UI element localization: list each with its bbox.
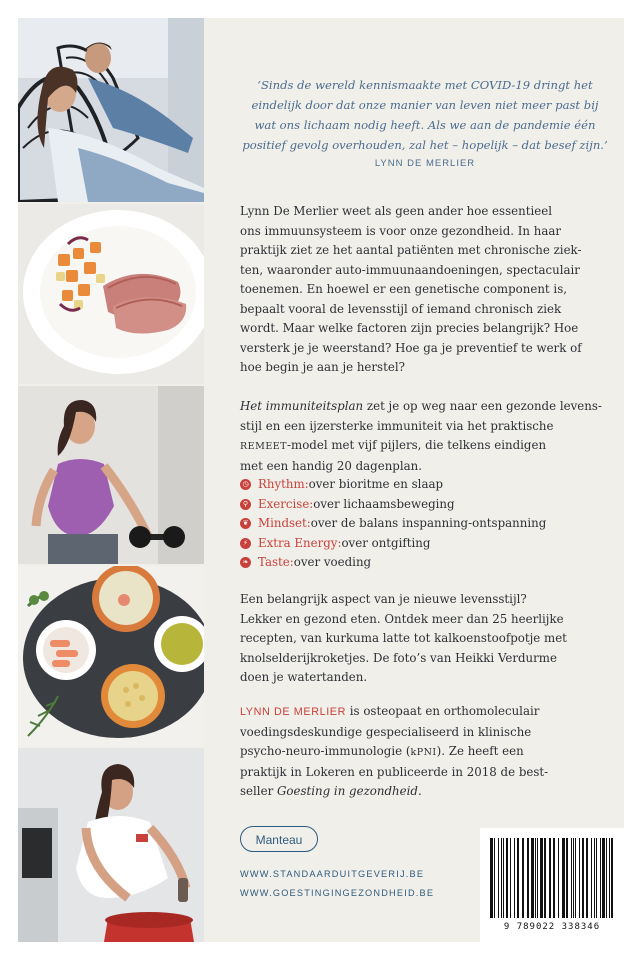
- bio-text: is osteopaat en orthomoleculair: [346, 704, 540, 718]
- barcode-bar: [527, 838, 529, 918]
- bio-text: ). Ze heeft een: [436, 744, 524, 758]
- barcode-bar: [510, 838, 511, 918]
- barcode-bar: [594, 838, 595, 918]
- barcode-bar: [503, 838, 504, 918]
- bio-paragraph: [240, 702, 610, 802]
- bio-line: [240, 742, 610, 763]
- photo-food-bowls: [18, 566, 204, 746]
- plan-text: zet je op weg naar een gezonde levens-: [363, 399, 602, 413]
- recipes-paragraph: [240, 590, 610, 688]
- barcode-bar: [579, 838, 580, 918]
- quote-line: wat ons lichaam nodig heeft. Als we aan de pandemie één: [254, 118, 596, 132]
- quote-line: positief gevolg overhouden, zal het – hopelijk – dat besef zijn.’: [242, 138, 608, 152]
- kpni-abbr: kPNI: [410, 747, 437, 758]
- intro-line: Lynn De Merlier weet als geen ander hoe essentieel: [240, 204, 552, 218]
- intro-line: wordt. Maar welke factoren zijn precies belangrijk? Hoe: [240, 321, 579, 335]
- pillar-desc: over voeding: [293, 555, 372, 569]
- intro-line: ten, waaronder auto-immuunaandoeningen, spectaculair: [240, 262, 580, 277]
- barcode-bar: [600, 838, 601, 918]
- barcode-bar: [535, 838, 536, 918]
- barcode-bar: [553, 838, 555, 918]
- barcode-bar: [562, 838, 565, 918]
- barcode-bar: [540, 838, 543, 918]
- barcode-bar: [501, 838, 502, 918]
- pillar-item: [240, 475, 610, 495]
- pillar-desc: over bioritme en slaap: [308, 477, 444, 491]
- recipes-line: Een belangrijk aspect van je nieuwe levensstijl?: [240, 592, 527, 606]
- barcode-bar: [596, 838, 597, 918]
- barcode-bar: [573, 838, 574, 918]
- barcode-bar: [591, 838, 592, 918]
- plan-line: stijl en een ijzersterke immuniteit via het praktische: [240, 418, 554, 433]
- pillar-item: [240, 553, 610, 573]
- plan-line: met een handig 20 dagenplan.: [240, 458, 423, 473]
- isbn-number: 9 789022 338346: [503, 922, 601, 932]
- barcode-bar: [582, 838, 584, 918]
- intro-line: toenemen. En hoewel er een genetische component is,: [240, 282, 568, 296]
- intro-line: hoe begin je aan je herstel?: [240, 360, 405, 374]
- quote-line: ‘Sinds de wereld kennismaakte met COVID-19 dringt het: [257, 78, 593, 92]
- intro-line: ons immuunsysteem is voor onze gezondheid. In haar: [240, 223, 562, 238]
- barcode-bar: [514, 838, 515, 918]
- plan-text: -model met vijf pijlers, die telkens eindigen: [287, 438, 547, 452]
- photo-turkey-dish: [18, 204, 204, 384]
- pillar-item: [240, 514, 610, 534]
- pillar-name: Rhythm:: [258, 477, 309, 491]
- barcode-bar: [611, 838, 613, 918]
- brain-icon: ❦: [240, 518, 251, 529]
- intro-line: praktijk ziet ze het aantal patiënten met chronische ziek-: [240, 243, 582, 257]
- back-cover: [18, 18, 624, 942]
- plan-line: [240, 436, 610, 457]
- barcode: [480, 828, 624, 942]
- publisher-url[interactable]: WWW.STANDAARDUITGEVERIJ.BE: [240, 869, 425, 879]
- barcode-bar: [517, 838, 519, 918]
- publisher-logo: Manteau: [240, 826, 318, 852]
- book-title: Het immuniteitsplan: [240, 399, 364, 413]
- author-name: LYNN DE MERLIER: [240, 706, 346, 718]
- recipes-line: doen je watertanden.: [240, 670, 368, 684]
- barcode-bar: [522, 838, 524, 918]
- recipes-line: recepten, van kurkuma latte tot kalkoenstoofpotje met: [240, 631, 567, 645]
- barcode-bar: [490, 838, 493, 918]
- pillar-desc: over ontgifting: [341, 535, 431, 550]
- barcode-bar: [537, 838, 538, 918]
- quote-author: LYNN DE MERLIER: [374, 158, 476, 169]
- model-name: REMEET: [240, 441, 288, 452]
- barcode-bar: [566, 838, 568, 918]
- barcode-bar: [506, 838, 508, 918]
- barcode-bars: [490, 838, 614, 918]
- pillar-name: Mindset:: [258, 516, 311, 530]
- pillar-desc: over de balans inspanning-ontspanning: [310, 516, 547, 530]
- bio-line: [240, 782, 610, 802]
- photo-woman-cooking: [18, 748, 204, 942]
- photo-strip: [18, 18, 204, 942]
- energy-icon: ⚡: [240, 538, 251, 549]
- bio-line: [240, 702, 610, 723]
- clock-icon: ◷: [240, 479, 251, 490]
- pillar-name: Taste:: [258, 555, 294, 569]
- barcode-bar: [609, 838, 610, 918]
- plan-line: [240, 397, 610, 417]
- barcode-bar: [602, 838, 605, 918]
- pillar-name: Extra Energy:: [258, 535, 342, 550]
- dumbbell-icon: ⚲: [240, 499, 251, 510]
- leaf-icon: ❧: [240, 557, 251, 568]
- photo-relaxing-chairs: [18, 18, 204, 202]
- barcode-bar: [571, 838, 572, 918]
- pillar-item: [240, 534, 610, 554]
- barcode-bar: [549, 838, 551, 918]
- pillar-name: Exercise:: [258, 496, 314, 511]
- intro-line: bepaalt vooral de levensstijl of iemand chronisch ziek: [240, 301, 562, 316]
- recipes-line: knolselderijkroketjes. De foto’s van Heikki Verdurme: [240, 650, 557, 665]
- quote-line: eindelijk door dat onze manier van leven niet meer past bij: [251, 98, 599, 112]
- barcode-bar: [544, 838, 546, 918]
- barcode-bar: [586, 838, 588, 918]
- intro-line: versterk je je weerstand? Hoe ga je preventief te werk of: [240, 340, 582, 355]
- barcode-bar: [494, 838, 495, 918]
- plan-paragraph: [240, 397, 610, 476]
- bio-text: .: [417, 784, 422, 798]
- pillar-list: [240, 475, 610, 573]
- barcode-bar: [531, 838, 534, 918]
- intro-paragraph: [240, 202, 610, 378]
- previous-book-title: Goesting in gezondheid: [276, 784, 418, 798]
- pull-quote: [240, 75, 610, 155]
- barcode-bar: [558, 838, 559, 918]
- website-url[interactable]: WWW.GOESTINGINGEZONDHEID.BE: [240, 888, 435, 898]
- bio-text: psycho-neuro-immunologie (: [240, 744, 411, 758]
- barcode-bar: [498, 838, 499, 918]
- bio-text: seller: [240, 784, 277, 798]
- bio-line: praktijk in Lokeren en publiceerde in 2018 de best-: [240, 764, 549, 779]
- photo-woman-exercise: [18, 386, 204, 564]
- recipes-line: Lekker en gezond eten. Ontdek meer dan 25 heerlijke: [240, 611, 564, 626]
- barcode-bar: [575, 838, 576, 918]
- pillar-desc: over lichaamsbeweging: [313, 496, 455, 511]
- bio-line: voedingsdeskundige gespecialiseerd in klinische: [240, 724, 532, 739]
- barcode-bar: [606, 838, 607, 918]
- pillar-item: [240, 495, 610, 515]
